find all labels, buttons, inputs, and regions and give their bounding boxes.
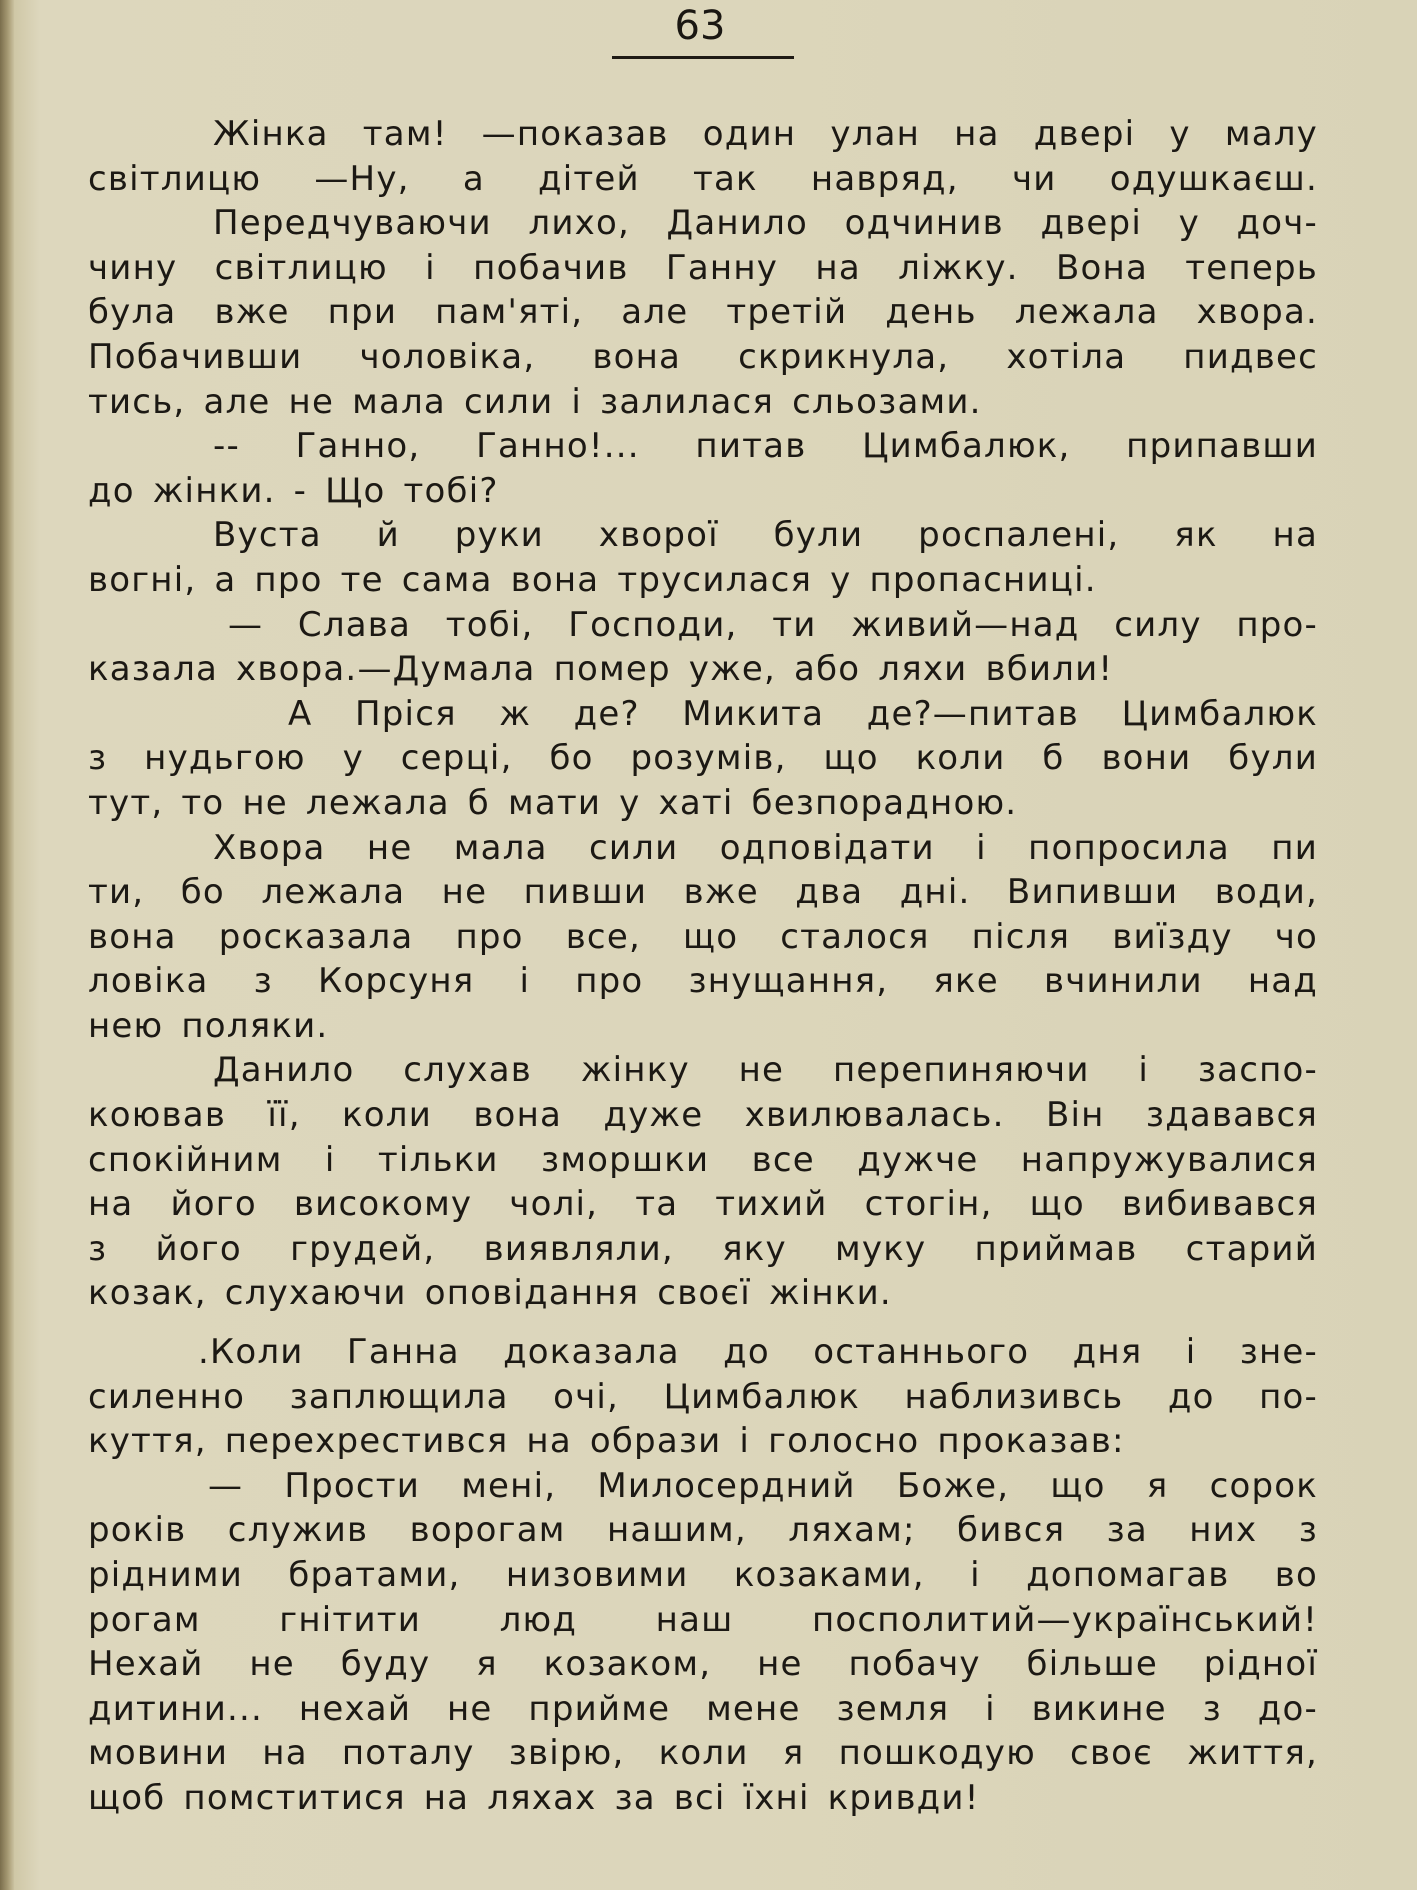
text-line: силенно заплющила очі, Цимбалюк наблизивсь до по-: [88, 1376, 1318, 1417]
text-line: Жінка там! —показав один улан на двері у малу: [213, 114, 1318, 154]
body-text: [88, 112, 1318, 1821]
text-line: до жінки. - Що тобі?: [88, 470, 499, 511]
text-line: дитини... нехай не прийме мене земля і викине з до-: [88, 1688, 1318, 1729]
text-line: Хвора не мала сили одповідати і попросила пи: [213, 827, 1318, 868]
text-line: була вже при пам'яті, але третій день лежала хвора.: [88, 292, 1318, 333]
text-line: казала хвора.—Думала помер уже, або ляхи вбили!: [88, 649, 1114, 690]
text-line: на його високому чолі, та тихий стогін, що вибивався: [88, 1184, 1318, 1225]
text-line: -- Ганно, Ганно!... питав Цимбалюк, припавши: [213, 426, 1318, 467]
text-line: — Прости мені, Милосердний Боже, що я сорок: [208, 1465, 1318, 1506]
binding-edge: [0, 0, 14, 1890]
paragraph-gap: [88, 1316, 1318, 1330]
text-line: .Коли Ганна доказала до останнього дня і зне-: [198, 1332, 1318, 1373]
text-line: ти, бо лежала не пивши вже два дні. Випивши води,: [88, 872, 1318, 913]
page-number: 63: [674, 3, 726, 49]
text-line: світлицю —Ну, а дітей так навряд, чи одушкаєш.: [88, 158, 1318, 199]
text-line: А Пріся ж де? Микита де?—питав Цимбалюк: [288, 693, 1318, 734]
text-line: куття, перехрестився на образи і голосно проказав:: [88, 1421, 1125, 1462]
text-line: вона росказала про все, що сталося після виїзду чо: [88, 916, 1318, 957]
text-line: козак, слухаючи оповідання своєї жінки.: [88, 1273, 892, 1314]
text-line: мовини на поталу звірю, коли я пошкодую своє життя,: [88, 1733, 1318, 1774]
text-line: Нехай не буду я козаком, не побачу більше рідної: [88, 1644, 1318, 1685]
text-line: тись, але не мала сили і залилася сльозами.: [88, 381, 982, 422]
text-line: рідними братами, низовими козаками, і допомагав во: [88, 1555, 1318, 1595]
header-rule: [612, 56, 794, 59]
text-line: Побачивши чоловіка, вона скрикнула, хотіла пидвес: [88, 336, 1318, 377]
text-line: Передчуваючи лихо, Данило одчинив двері у доч-: [213, 203, 1318, 244]
text-line: нею поляки.: [88, 1005, 329, 1046]
text-line: вогні, а про те сама вона трусилася у пропасниці.: [88, 559, 1097, 600]
text-line: ловіка з Корсуня і про знущання, яке вчинили над: [88, 961, 1318, 1002]
text-line: Данило слухав жінку не перепиняючи і заспо-: [213, 1050, 1318, 1091]
text-line: спокійним і тільки зморшки все дужче напружувалися: [88, 1139, 1318, 1180]
text-line: років служив ворогам нашим, ляхам; бився за них з: [88, 1510, 1318, 1551]
text-line: — Слава тобі, Господи, ти живий—над силу про-: [228, 604, 1318, 645]
text-line: з нудьгою у серці, бо розумів, що коли б вони були: [88, 738, 1318, 779]
text-line: рогам гнітити люд наш посполитий—український!: [88, 1599, 1318, 1640]
text-line: Вуста й руки хворої були роспалені, як на: [213, 515, 1318, 556]
text-line: тут, то не лежала б мати у хаті безпорадною.: [88, 782, 1018, 823]
text-line: з його грудей, виявляли, яку муку приймав старий: [88, 1228, 1318, 1269]
text-line: чину світлицю і побачив Ганну на ліжку. Вона теперь: [88, 247, 1318, 288]
text-line: щоб помститися на ляхах за всі їхні кривди!: [88, 1777, 980, 1818]
text-line: коював її, коли вона дуже хвилювалась. Він здавався: [88, 1095, 1318, 1136]
